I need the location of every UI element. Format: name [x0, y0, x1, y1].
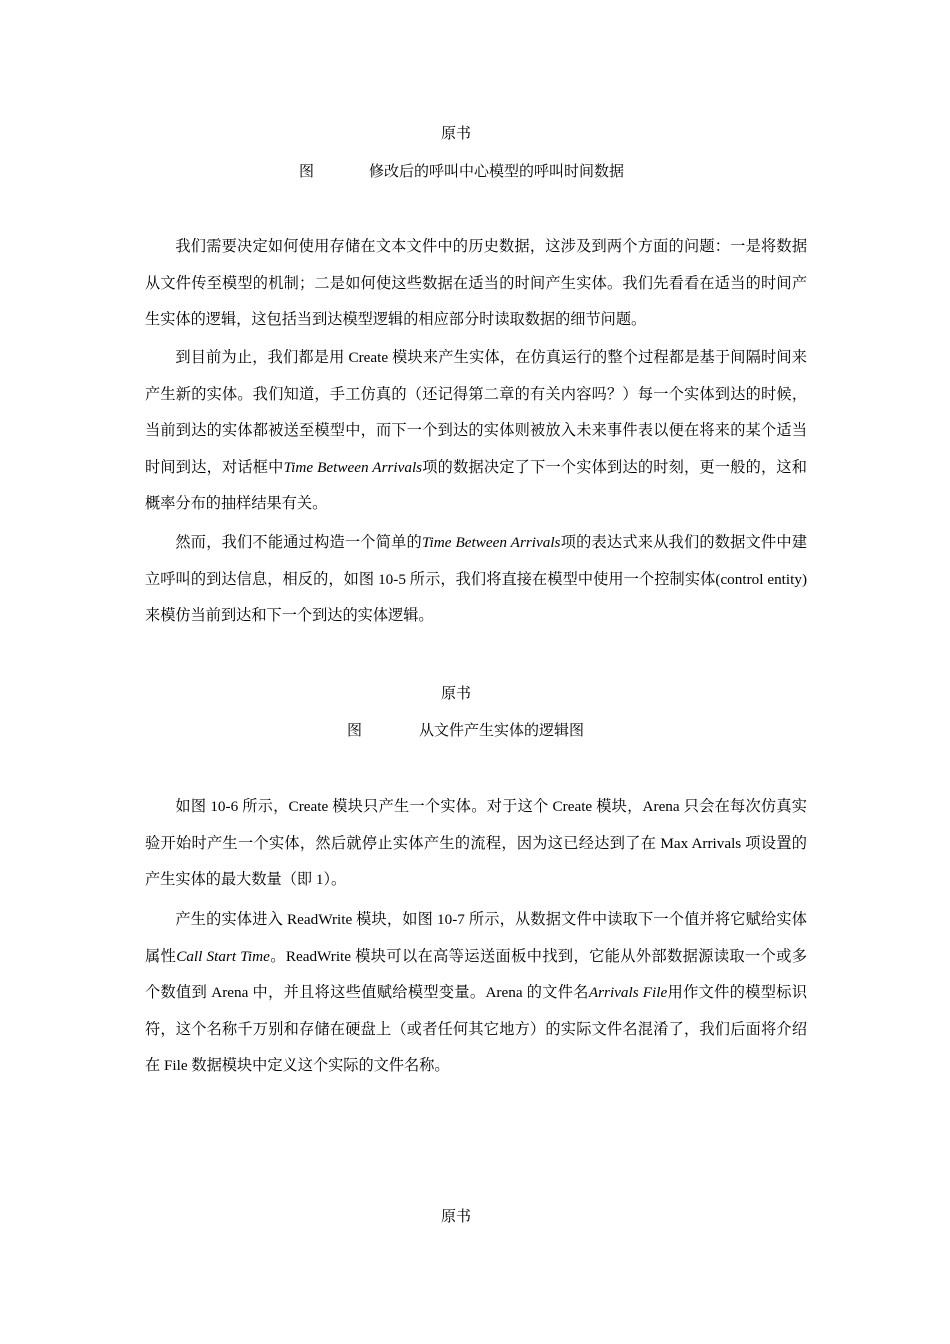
figure-title-1: 修改后的呼叫中心模型的呼叫时间数据 — [369, 164, 625, 180]
body-paragraph-2: 到目前为止，我们都是用 Create 模块来产生实体，在仿真运行的整个过程都是基于间隔时间来产生新的实体。我们知道，手工仿真的（还记得第二章的有关内容吗？）每一个实体到达的时候，当前到达的实体都被送至模型中，而下一个到达的实体则被放入未来事件表以便在将来的某个适当时间到达，对话框中Time Between Arrivals项的数据决定了下一个实体到达的时刻，更一般的，这和概率分布的抽样结果有关。 — [145, 349, 807, 512]
figure-caption-1 — [299, 162, 624, 182]
body-paragraph-5: 产生的实体进入 ReadWrite 模块，如图 10-7 所示，从数据文件中读取下一个值并将它赋给实体属性Call Start Time。ReadWrite 模块可以在高等运送面板中找到，它能从外部数据源读取一个或多个数值到 Arena 中，并且将这些值赋给模型变量。Arena 的文件名Arrivals File用作文件的模型标识符，这个名称千万别和存储在硬盘上（或者任何其它地方）的实际文件名混淆了，我们后面将介绍在 File 数据模块中定义这个实际的文件名称。 — [145, 911, 808, 1074]
figure-title-2: 从文件产生实体的逻辑图 — [419, 723, 585, 739]
figure-image-placeholder-3: 原书 — [440, 1209, 471, 1225]
figure-image-placeholder-2: 原书 — [440, 686, 471, 702]
italic-term-arrivals-file: Arrivals File — [588, 984, 668, 1001]
figure-image-placeholder-1: 原书 — [440, 126, 471, 142]
body-paragraph-3: 然而，我们不能通过构造一个简单的Time Between Arrivals项的表达式来从我们的数据文件中建立呼叫的到达信息，相反的，如图 10-5 所示，我们将直接在模型中使用一个控制实体(control entity)来模仿当前到达和下一个到达的实体逻辑。 — [145, 534, 808, 624]
figure-caption-2 — [347, 721, 584, 741]
body-paragraph-1: 我们需要决定如何使用存储在文本文件中的历史数据，这涉及到两个方面的问题：一是将数据从文件传至模型的机制；二是如何使这些数据在适当的时间产生实体。我们先看看在适当的时间产生实体的逻辑，这包括当到达模型逻辑的相应部分时读取数据的细节问题。 — [145, 238, 807, 328]
italic-term-call-start-time: Call Start Time — [176, 947, 270, 965]
figure-label-1: 图 — [299, 164, 315, 180]
italic-term-time-between-arrivals: Time Between Arrivals — [283, 458, 423, 476]
italic-term-time-between-arrivals: Time Between Arrivals — [421, 534, 561, 551]
figure-label-2: 图 — [347, 723, 363, 739]
body-paragraph-4: 如图 10-6 所示，Create 模块只产生一个实体。对于这个 Create 模块，Arena 只会在每次仿真实验开始时产生一个实体，然后就停止实体产生的流程，因为这已经达到了在 Max Arrivals 项设置的产生实体的最大数量（即 1）。 — [145, 798, 807, 888]
